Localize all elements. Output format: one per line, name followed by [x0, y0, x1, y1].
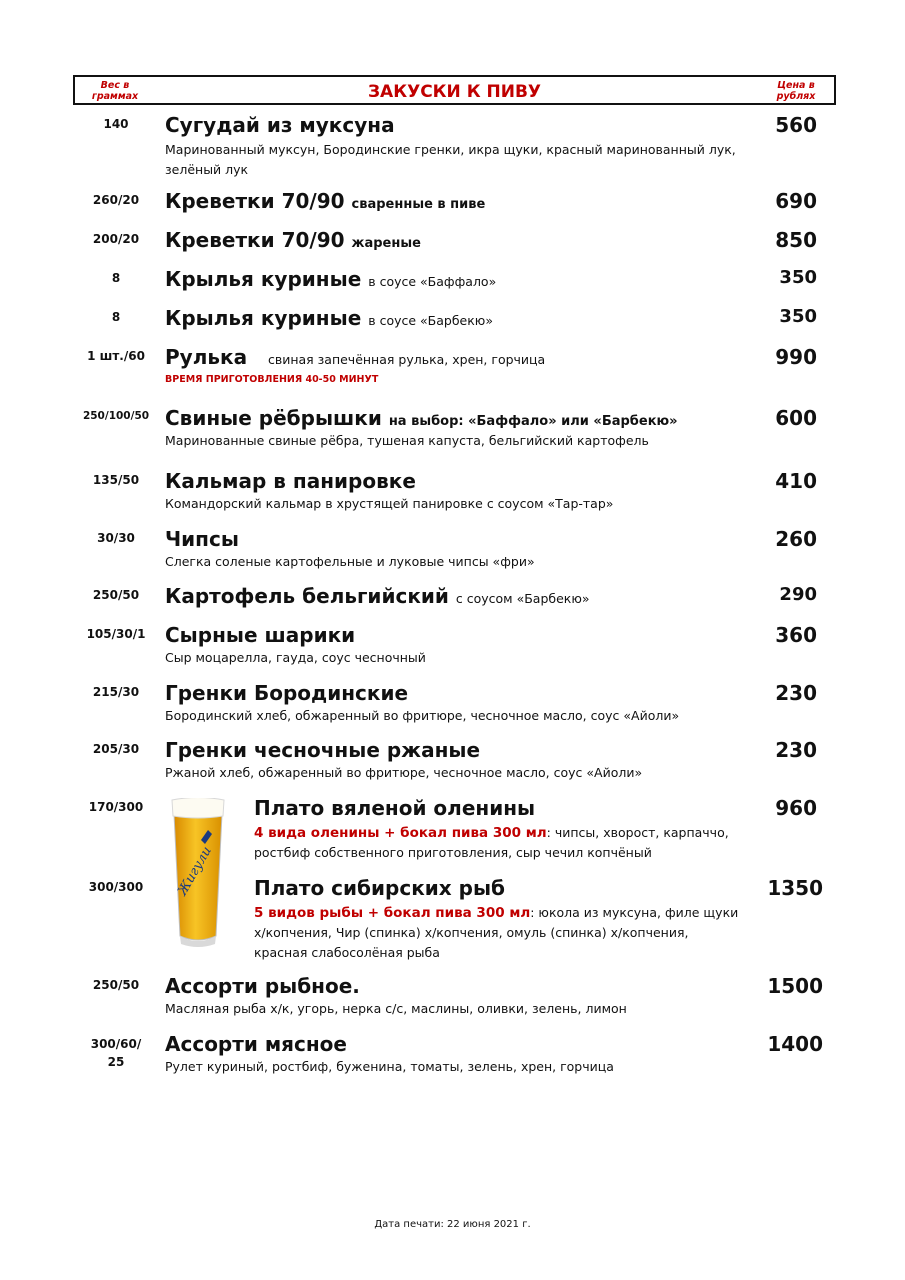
item-price: 1400	[767, 1032, 823, 1056]
item-price: 1500	[767, 974, 823, 998]
item-weight: 260/20	[92, 193, 140, 207]
item-name-main: Рулька	[165, 345, 248, 369]
item-name-note: сваренные в пиве	[351, 197, 486, 212]
item-weight: 30/30	[97, 531, 135, 545]
item-description: Ржаной хлеб, обжаренный во фритюре, чесночное масло, соус «Айоли»	[165, 765, 643, 780]
item-name: Гренки Бородинские	[165, 681, 409, 705]
item-price: 600	[775, 406, 817, 430]
item-price: 350	[779, 267, 817, 288]
item-name	[165, 189, 485, 213]
item-weight: 250/100/50	[82, 410, 150, 422]
weight-column-label: Вес в граммах	[91, 80, 139, 102]
item-weight: 215/30	[92, 685, 140, 699]
item-price: 1350	[767, 876, 823, 900]
item-name	[165, 584, 590, 608]
item-price: 350	[779, 306, 817, 327]
item-name: Сугудай из муксуна	[165, 113, 395, 137]
item-price: 230	[775, 738, 817, 762]
item-name-main: Креветки 70/90	[165, 189, 345, 213]
item-price: 560	[775, 113, 817, 137]
item-weight: 105/30/1	[86, 627, 146, 641]
item-name: Плато вяленой оленины	[254, 796, 536, 820]
item-name-note: свиная запечённая рулька, хрен, горчица	[267, 352, 546, 367]
item-description: Сыр моцарелла, гауда, соус чесночный	[165, 650, 426, 665]
item-description: Командорский кальмар в хрустящей панировке с соусом «Тар-тар»	[165, 496, 614, 511]
item-name-main: Креветки 70/90	[165, 228, 345, 252]
item-highlight: 5 видов рыбы + бокал пива 300 мл	[254, 905, 531, 921]
item-highlight: 4 вида оленины + бокал пива 300 мл	[254, 825, 547, 841]
section-title: ЗАКУСКИ К ПИВУ	[367, 82, 542, 102]
item-name-note: в соусе «Баффало»	[368, 274, 497, 289]
item-price: 260	[775, 527, 817, 551]
menu-header	[73, 75, 836, 105]
item-price: 290	[779, 584, 817, 605]
item-description	[254, 903, 744, 963]
item-weight: 250/50	[92, 978, 140, 992]
item-name: Кальмар в панировке	[165, 469, 416, 493]
item-name: Сырные шарики	[165, 623, 356, 647]
item-weight: 1 шт./60	[87, 349, 145, 363]
item-name-note: на выбор: «Баффало» или «Барбекю»	[388, 414, 678, 429]
item-description: Масляная рыба х/к, угорь, нерка с/с, маслины, оливки, зелень, лимон	[165, 1001, 627, 1016]
item-weight: 8	[111, 310, 121, 324]
item-price: 360	[775, 623, 817, 647]
item-weight: 300/300	[88, 880, 144, 894]
item-name-main: Крылья куриные	[165, 267, 362, 291]
item-name: Гренки чесночные ржаные	[165, 738, 481, 762]
cooking-time-note: ВРЕМЯ ПРИГОТОВЛЕНИЯ 40-50 МИНУТ	[165, 374, 379, 385]
item-weight: 200/20	[92, 232, 140, 246]
item-weight: 140	[103, 117, 129, 131]
item-name: Плато сибирских рыб	[254, 876, 506, 900]
item-name	[165, 267, 496, 291]
item-price: 990	[775, 345, 817, 369]
item-description: Маринованные свиные рёбра, тушеная капуста, бельгийский картофель	[165, 433, 649, 448]
item-name: Ассорти рыбное.	[165, 974, 360, 998]
item-description: Бородинский хлеб, обжаренный во фритюре, чесночное масло, соус «Айоли»	[165, 708, 680, 723]
item-description	[254, 823, 734, 863]
item-description: Рулет куриный, ростбиф, буженина, томаты, зелень, хрен, горчица	[165, 1059, 614, 1074]
item-name-note: жареные	[351, 236, 421, 251]
item-name-main: Крылья куриные	[165, 306, 362, 330]
item-weight: 300/60/ 25	[90, 1037, 142, 1069]
item-price: 690	[775, 189, 817, 213]
print-date: Дата печати: 22 июня 2021 г.	[374, 1219, 531, 1230]
item-weight: 250/50	[92, 588, 140, 602]
item-name-main: Картофель бельгийский	[165, 584, 449, 608]
item-name: Чипсы	[165, 527, 239, 551]
item-weight: 170/300	[88, 800, 144, 814]
item-description: Слегка соленые картофельные и луковые чипсы «фри»	[165, 554, 535, 569]
item-name	[165, 306, 493, 330]
price-column-label: Цена в рублях	[776, 80, 816, 102]
item-name-note: в соусе «Барбекю»	[368, 313, 493, 328]
glass-logo-text: Жигули	[175, 844, 215, 899]
item-name	[165, 406, 678, 430]
item-price: 410	[775, 469, 817, 493]
item-weight: 205/30	[92, 742, 140, 756]
item-description-text: : юкола из муксуна, филе щуки х/копчения, Чир (спинка) х/копчения, омуль (спинка) х/копчения, красная слабосолёная рыба	[254, 905, 739, 960]
item-weight: 135/50	[92, 473, 140, 487]
item-name	[165, 228, 421, 252]
item-name	[165, 345, 545, 369]
item-description-text: : чипсы, хворост, карпаччо, ростбиф собственного приготовления, сыр чечил копчёный	[254, 825, 729, 860]
item-description: Маринованный муксун, Бородинские гренки, икра щуки, красный маринованный лук, зелёный лук	[165, 142, 736, 177]
item-name-main: Свиные рёбрышки	[165, 406, 382, 430]
beer-glass-image	[168, 798, 228, 948]
item-price: 850	[775, 228, 817, 252]
item-weight: 8	[111, 271, 121, 285]
item-price: 960	[775, 796, 817, 820]
item-name-note: с соусом «Барбекю»	[455, 591, 590, 606]
item-name: Ассорти мясное	[165, 1032, 347, 1056]
item-price: 230	[775, 681, 817, 705]
